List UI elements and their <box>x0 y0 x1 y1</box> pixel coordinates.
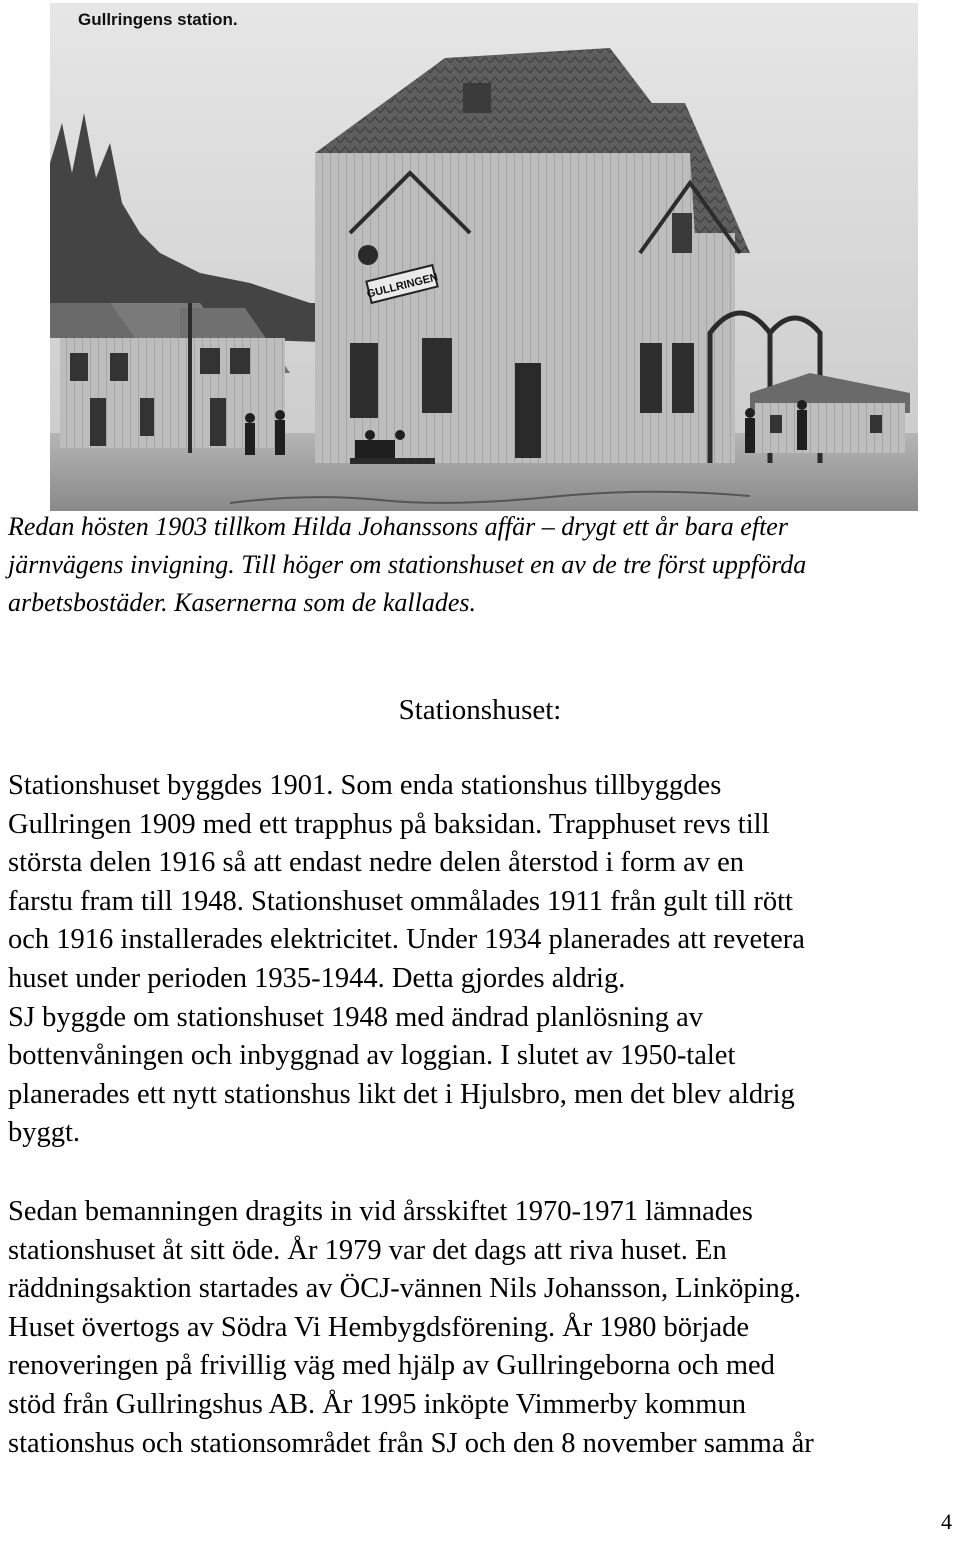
paragraph-line: Gullringen 1909 med ett trapphus på baksidan. Trapphuset revs till <box>8 808 770 840</box>
paragraph-line: Sedan bemanningen dragits in vid årsskiftet 1970-1971 lämnades <box>8 1196 753 1227</box>
paragraph-history <box>8 767 956 1153</box>
caption-line: järnvägens invigning. Till höger om stationshuset en av de tre först uppförda <box>8 550 807 579</box>
station-photo-illustration <box>50 3 918 511</box>
caption-line: arbetsbostäder. Kasernerna som de kallades. <box>8 588 476 617</box>
station-photo <box>50 3 918 511</box>
paragraph-line: bottenvåningen och inbyggnad av loggian. I slutet av 1950-talet <box>8 1040 736 1072</box>
paragraph-line: räddningsaktion startades av ÖCJ-vännen Nils Johansson, Linköping. <box>8 1273 802 1305</box>
paragraph-line: Stationshuset byggdes 1901. Som enda stationshus tillbyggdes <box>8 770 722 801</box>
paragraph-rescue <box>8 1193 956 1463</box>
paragraph-line: farstu fram till 1948. Stationshuset ommålades 1911 från gult till rött <box>8 885 793 917</box>
paragraph-line: stöd från Gullringshus AB. År 1995 inköpte Vimmerby kommun <box>8 1388 746 1420</box>
paragraph-line: SJ byggde om stationshuset 1948 med ändrad planlösning av <box>8 1001 704 1033</box>
paragraph-line: största delen 1916 så att endast nedre delen återstod i form av en <box>8 847 745 879</box>
section-heading: Stationshuset: <box>398 694 562 726</box>
photo-caption <box>8 508 948 622</box>
paragraph-line: stationshuset åt sitt öde. År 1979 var det dags att riva huset. En <box>8 1234 727 1266</box>
paragraph-line: stationshus och stationsområdet från SJ och den 8 november samma år <box>8 1427 814 1459</box>
page-number: 4 <box>941 1509 952 1534</box>
paragraph-line: planerades ett nytt stationshus likt det i Hjulsbro, men det blev aldrig <box>8 1078 795 1110</box>
caption-line: Redan hösten 1903 tillkom Hilda Johanssons affär – drygt ett år bara efter <box>8 512 788 541</box>
photo-title: Gullringens station. <box>78 10 238 29</box>
paragraph-line: byggt. <box>8 1117 81 1149</box>
station-sign: GULLRINGEN <box>365 271 440 301</box>
paragraph-line: Huset övertogs av Södra Vi Hembygdsförening. År 1980 började <box>8 1311 749 1343</box>
paragraph-line: huset under perioden 1935-1944. Detta gjordes aldrig. <box>8 962 626 994</box>
paragraph-line: och 1916 installerades elektricitet. Under 1934 planerades att revetera <box>8 924 805 956</box>
paragraph-line: renoveringen på frivillig väg med hjälp av Gullringeborna och med <box>8 1350 775 1382</box>
